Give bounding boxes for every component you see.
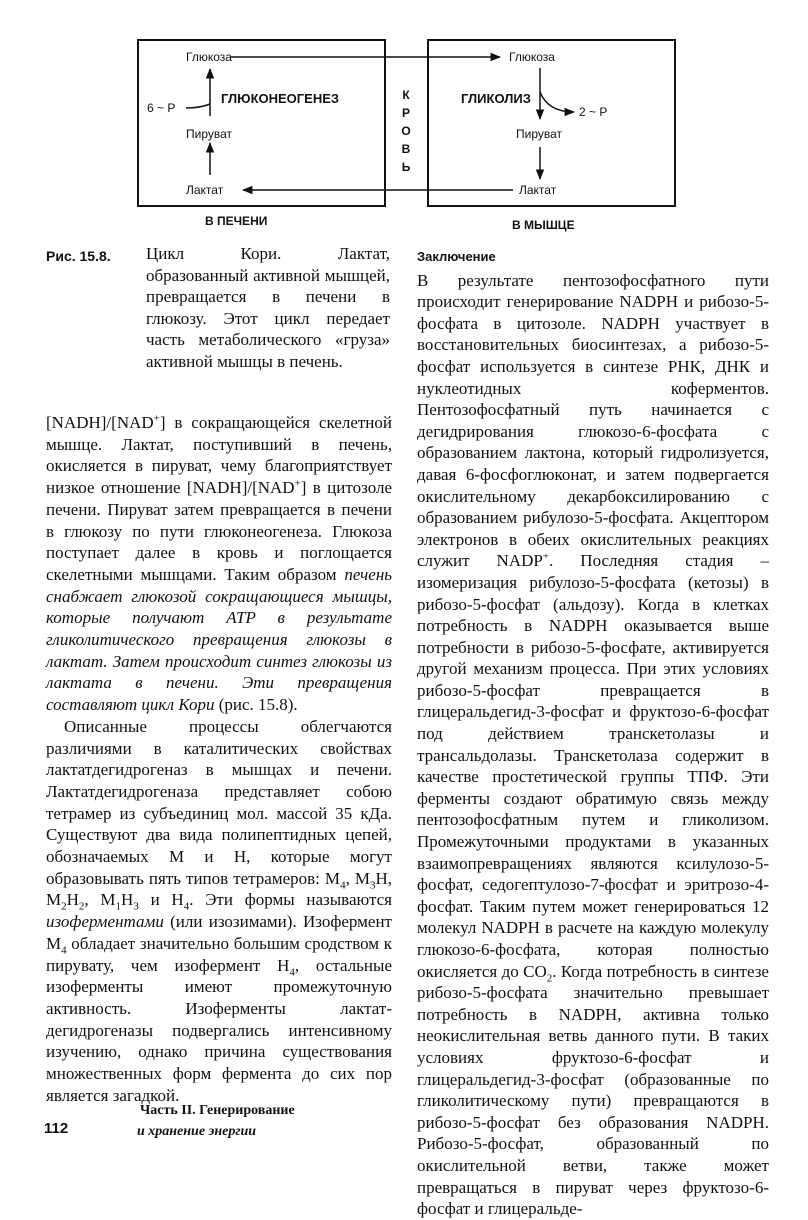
footer-line: Часть II. Генерирование [140, 1103, 295, 1118]
text-run: . Когда потребность в синтезе рибозо-5-фосфата значительно превышает потребность в NADPH, активна только неокислительная ветвь данного пути. В таких условиях фруктозо-6-фосфат и глицеральдегид-3-фосфат (образованные по гликолитическому пути) превращаются в рибозо-5-фосфат без образования NADPH. Рибозо-5-фосфат, образованный по окислительной ветви, также может превращаться в пируват через фруктозо-6-фосфат и глицеральде- [417, 961, 769, 1219]
muscle-glucose: Глюкоза [509, 50, 555, 64]
figure-caption-text: Цикл Кори. Лактат, образованный активной мышцей, превращается в печени в глюкозу. Этот цикл передает часть метаболического «груза» активной мышцы в печень. [146, 244, 390, 371]
page-number: 112 [44, 1120, 69, 1137]
subscript: 4 [340, 879, 346, 892]
energy-gain: 2 ~ P [579, 105, 608, 119]
subscript: 4 [61, 944, 67, 957]
blood-letter: О [401, 124, 411, 138]
text-run: и Н [138, 890, 184, 910]
energy-output-curve [540, 92, 574, 112]
paragraph [46, 716, 392, 1107]
cori-cycle-diagram [0, 0, 808, 240]
subscript: 3 [133, 900, 139, 913]
text-run: , М [345, 868, 370, 888]
subscript: 2 [546, 971, 553, 984]
text-run: ] в сокращающейся скелетной мышце. Лактат, поступивший в печень, окисляется в пируват, чему благоприятствует низкое отношение [NADH]/[NAD [46, 413, 392, 498]
paragraph [46, 412, 392, 716]
muscle-lactate: Лактат [519, 183, 557, 197]
subscript: 2 [78, 900, 85, 913]
gluconeogenesis-label: ГЛЮКОНЕОГЕНЕЗ [221, 91, 340, 106]
left-column [46, 412, 392, 1107]
text-run: . Эти формы называются [189, 890, 393, 910]
text-run: , М [84, 890, 116, 910]
text-run: обладает значительно большим сродством к пирувату, чем изофермент Н [46, 933, 392, 975]
text-run: [NADH]/[NAD [46, 413, 154, 432]
text-run: Н [121, 890, 134, 910]
paragraph [417, 270, 769, 1220]
subscript: 4 [183, 900, 190, 913]
text-run: Н, М [46, 868, 392, 910]
text-run: (или изозимами). Изофермент М [46, 912, 392, 953]
text-run: ] в цитозоле печени. Пируват затем превращается в печени в глюкозу по пути глюконеогенеза. Глюкоза поступает далее в кровь и поглощается скелетными мышцами. Таким образом [46, 478, 392, 584]
section-heading: Заключение [417, 249, 496, 264]
italic-run: изоферментами [46, 912, 164, 932]
liver-label: В ПЕЧЕНИ [205, 214, 268, 228]
figure-caption-label: Рис. 15.8. [46, 248, 111, 264]
muscle-label: В МЫШЦЕ [512, 218, 575, 232]
subscript: 2 [61, 900, 67, 913]
blood-letter: В [401, 142, 411, 156]
text-run: . Последняя стадия – изомеризация рибулозо-5-фосфата (кетозы) в рибозо-5-фосфат (альдозу). Когда в клетках потребность в NADPH оказывается выше потребности в рибозо-5-фосфате, активируется другой механизм процесса. При этих условиях рибозо-5-фосфат превращается в глицеральдегид-3-фосфат и фруктозо-6-фосфат под действием транскетолазы и трансальдолазы. Транскетолаза содержит в качестве простетической группы ТПФ. Эти ферменты создают обратимую связь между пентозофосфатным путем и гликолизом. Промежуточными продуктами в указанных взаимопревращениях являются ксилулозо-5-фосфат, седогептулозо-7-фосфат и эритрозо-4-фосфат. Таким путем может генерироваться 12 молекул NADPH в расчете на каждую молекулу глюкозо-6-фосфата, которая полностью окисляется до СО [417, 551, 769, 981]
superscript: + [542, 550, 550, 563]
footer-line: и хранение энергии [137, 1124, 257, 1139]
text-run: Описанные процессы облегчаются различиями в каталитических свойствах лактатдегидрогеназ в мышцах и печени. Лактатдегидрогеназа представляет собою тетрамер из субъединиц мол. массой 35 кДа. Существуют два вида полипептидных цепей, обозначаемых М и Н, которые могут образовывать пять типов тетрамеров: М [46, 716, 392, 888]
energy-input-curve [186, 104, 210, 108]
liver-pyruvate: Пируват [186, 127, 233, 141]
liver-lactate: Лактат [186, 183, 224, 197]
liver-box [138, 40, 385, 206]
energy-cost: 6 ~ P [147, 101, 176, 115]
subscript: 3 [369, 879, 376, 892]
muscle-box [428, 40, 675, 206]
italic-run: печень снабжает глюкозой сокращающиеся мышцы, которые получают ATP в результате гликолитического превращения глюкозы в лактат. Затем происходит синтез глюкозы из лактата в печени. Эти превращения составляют цикл Кори [46, 564, 392, 715]
liver-glucose: Глюкоза [186, 50, 232, 64]
text-run: (рис. 15.8). [214, 695, 298, 715]
muscle-pyruvate: Пируват [516, 127, 563, 141]
running-footer [137, 1100, 295, 1142]
superscript: + [294, 477, 301, 490]
subscript: 1 [115, 900, 122, 913]
blood-letter: К [402, 88, 410, 102]
blood-letter: Р [401, 106, 411, 120]
text-run: , остальные изоферменты имеют промежуточную активность. Изоферменты лактат-дегидрогеназы подвергались интенсивному изучению, однако причина существования множественных форм фермента до сих пор является загадкой. [46, 955, 392, 1105]
right-column [417, 246, 769, 1220]
subscript: 4 [289, 965, 295, 978]
glycolysis-label: ГЛИКОЛИЗ [461, 91, 531, 106]
text-run: Н [66, 890, 79, 910]
superscript: + [153, 412, 160, 425]
blood-letter: Ь [401, 160, 411, 174]
text-run: В результате пентозофосфатного пути происходит генерирование NADPH и рибозо-5-фосфата в цитозоле. NADPH участвует в восстановительных биосинтезах, а рибозо-5-фосфат используется в синтезе РНК, ДНК и нуклеотидных коферментов. Пентозофосфатный путь начинается с дегидрирования глюкозо-6-фосфата с образованием лактона, который гидролизуется, давая 6-фосфоглюконат, и затем подвергается окислительному декарбоксилированию с образованием рибулозо-5-фосфата. Акцептором электронов в обеих окислительных реакциях служит NADP [417, 270, 769, 571]
